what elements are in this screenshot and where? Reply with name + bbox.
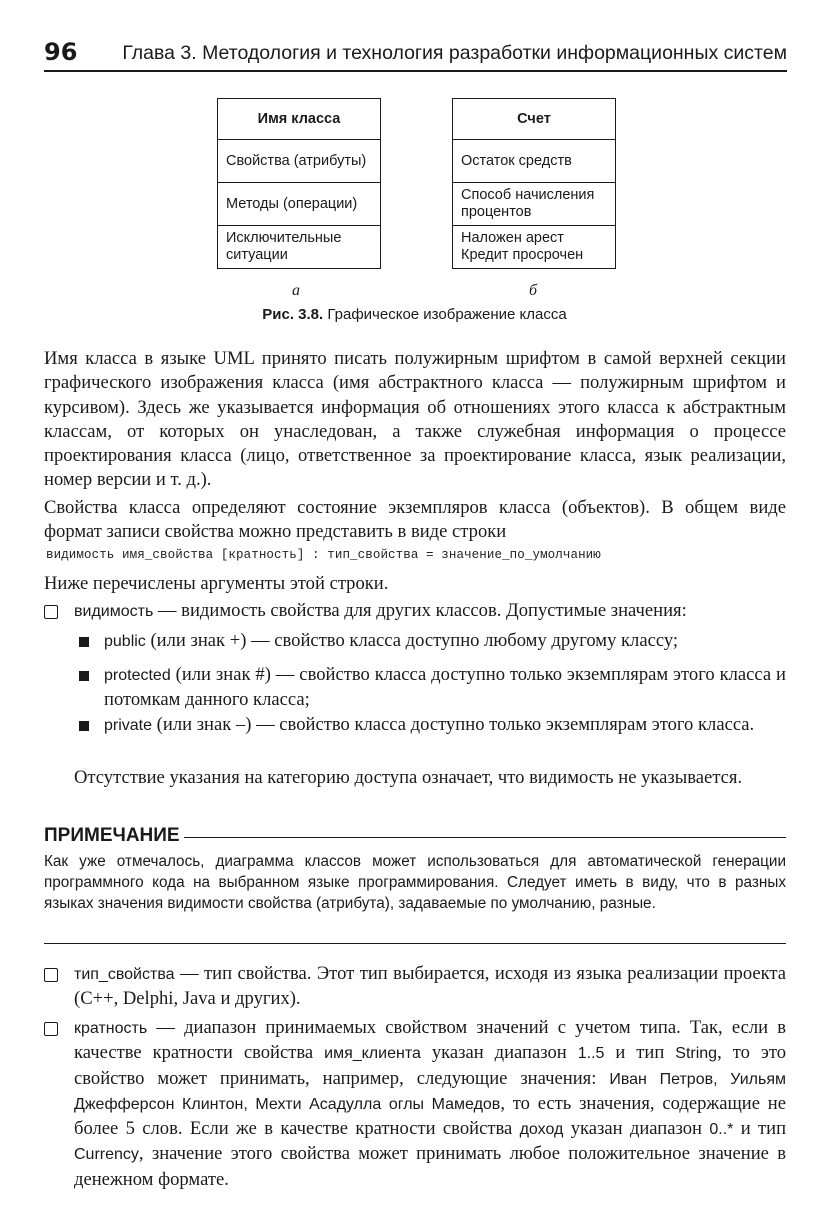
divider xyxy=(44,943,786,944)
square-bullet-icon xyxy=(79,637,89,647)
page-number: 96 xyxy=(44,38,78,66)
caption-number: Рис. 3.8. xyxy=(262,306,324,323)
item-text: (или знак –) — свойство класса доступно только экземплярам этого класса. xyxy=(152,714,755,735)
term: Currency xyxy=(74,1146,139,1164)
term: String xyxy=(675,1045,718,1063)
term: доход xyxy=(519,1121,564,1139)
note-title: ПРИМЕЧАНИЕ xyxy=(44,825,184,847)
item-text: (или знак +) — свойство класса доступно любому другому классу; xyxy=(145,630,679,651)
term: public xyxy=(104,633,146,650)
checkbox-bullet-icon xyxy=(44,968,58,982)
term: тип_свойства xyxy=(74,966,175,983)
checkbox-bullet-icon xyxy=(44,605,58,619)
term: кратность xyxy=(74,1020,148,1037)
class-diagram-generic xyxy=(217,98,381,269)
term: видимость xyxy=(74,603,154,620)
exceptions-section: Наложен арест Кредит просрочен xyxy=(453,225,615,268)
class-diagram-account xyxy=(452,98,616,269)
square-bullet-icon xyxy=(79,671,89,681)
term: имя_клиента xyxy=(324,1045,421,1063)
term: 1..5 xyxy=(577,1045,605,1063)
running-header xyxy=(44,36,787,72)
sub-item-protected xyxy=(104,663,786,713)
item-text: (или знак #) — свойство класса доступно только экземплярам этого класса и потомкам данного класса; xyxy=(104,664,786,711)
attributes-section: Остаток средств xyxy=(453,139,615,182)
term: protected xyxy=(104,667,171,684)
property-format-code: видимость имя_свойства [кратность] : тип_свойства = значение_по_умолчанию xyxy=(46,548,601,562)
sub-item-private xyxy=(104,713,786,738)
figure-caption xyxy=(0,306,829,323)
item-text: — тип свойства. Этот тип выбирается, исходя из языка реализации проекта (C++, Delphi, Java и других). xyxy=(74,963,786,1010)
exceptions-section: Исключительные ситуации xyxy=(218,225,380,268)
paragraph-class-name: Имя класса в языке UML принято писать полужирным шрифтом в самой верхней секции графического изображения класса (имя абстрактного класса — полужирным шрифтом и курсивом). Здесь же указывается информация об отношениях этого класса к абстрактным классам, от которых он унаследован, а также служебная информация о процессе проектирования класса (лицо, ответственное за проектирование класса, язык реализации, номер версии и т. д.). xyxy=(44,348,786,491)
term: 0..* xyxy=(709,1121,734,1139)
checkbox-bullet-icon xyxy=(44,1022,58,1036)
methods-section: Способ начисления процентов xyxy=(453,182,615,225)
paragraph-arguments: Ниже перечислены аргументы этой строки. xyxy=(44,573,389,594)
note-text: Как уже отмечалось, диаграмма классов может использоваться для автоматической генерации программного кода на выбранном языке программирования. Следует иметь в виду, что в разных языках значения видимости свойства (атрибута), задаваемые по умолчанию, разные. xyxy=(44,853,786,912)
chapter-title: Глава 3. Методология и технология разработки информационных систем xyxy=(122,42,787,64)
list-item-visibility xyxy=(44,599,786,625)
methods-section: Методы (операции) xyxy=(218,182,380,225)
book-page: 96 Глава 3. Методология и технология разработки информационных систем Имя класса Свойства (атрибуты) Методы (операции) Исключительные ситуации Счет Остаток средств Способ начисления процентов Наложен арест Кредит просрочен а б Рис. 3.8. Графическое изображение класса Имя класса в языке UML принято писать полужирным шрифтом в самой верхней секции графического изображения класса (имя абстрактного класса — полужирным шрифтом и курсивом). Здесь же указывается информация об отношениях этого класса к абстрактным классам, от которых он унаследован, а также служебная информация о процессе проектирования класса (лицо, ответственное за проектирование класса, язык реализации, номер версии и т. д.). Свойства класса определяют состояние экземпляров класса (объектов). В общем виде формат записи свойства можно представить в виде строки видимость имя_свойства [кратность] : тип_свойства = значение_по_умолчанию Ниже перечислены аргументы этой строки. видимость — видимость свойства для других классов. Допустимые значения: public (или знак +) — свойство класса доступно любому другому классу; protected (или знак #) — свойство класса доступно только экземплярам этого класса и потомкам данного класса; private (или знак –) — свойство класса доступно только экземплярам этого класса. Отсутствие указания на категорию доступа означает, что видимость не указывается. ПРИМЕЧАНИЕ Как уже отмечалось, диаграмма классов может использоваться для автоматической генерации программного кода на выбранном языке программирования. Следует иметь в виду, что в разных языках значения видимости свойства (атрибута), задаваемые по умолчанию, разные. тип_свойства — тип свойства. Этот тип выбирается, исходя из языка реализации проекта (C++, Delphi, Java и других). кратность — диапазон принимаемых свойством значений с учетом типа. Так, если в качестве кратности свойства имя_клиента указан диапазон 1..5 и тип String, то это свойство может принимать, например, следующие значения: Иван Петров, Уильям Джефферсон Клинтон, Мехти Асадулла оглы Мамедов, то есть значения, содержащие не более 5 слов. Если же в качестве кратности свойства доход указан диапазон 0..* и тип Currency, значение этого свойства может принимать любое положительное значение в денежном формате. xyxy=(0,0,829,1222)
paragraph-no-visibility: Отсутствие указания на категорию доступа означает, что видимость не указывается. xyxy=(74,767,743,788)
sub-item-public xyxy=(104,629,786,654)
note-header xyxy=(44,825,786,849)
square-bullet-icon xyxy=(79,721,89,731)
class-name-section: Имя класса xyxy=(257,111,341,127)
attributes-section: Свойства (атрибуты) xyxy=(218,139,380,182)
term: private xyxy=(104,717,153,734)
caption-text: Графическое изображение класса xyxy=(327,306,567,323)
paragraph-properties: Свойства класса определяют состояние экземпляров класса (объектов). В общем виде формат записи свойства можно представить в виде строки xyxy=(44,497,786,543)
figure-label-b: б xyxy=(529,282,538,299)
figure-label-a: а xyxy=(292,282,300,299)
item-text: — видимость свойства для других классов. Допустимые значения: xyxy=(153,600,687,621)
term: Иван Петров, Уильям Джефферсон Клинтон, Мехти Асадулла оглы Мамедов xyxy=(74,1070,786,1113)
class-name-section: Счет xyxy=(517,111,551,127)
